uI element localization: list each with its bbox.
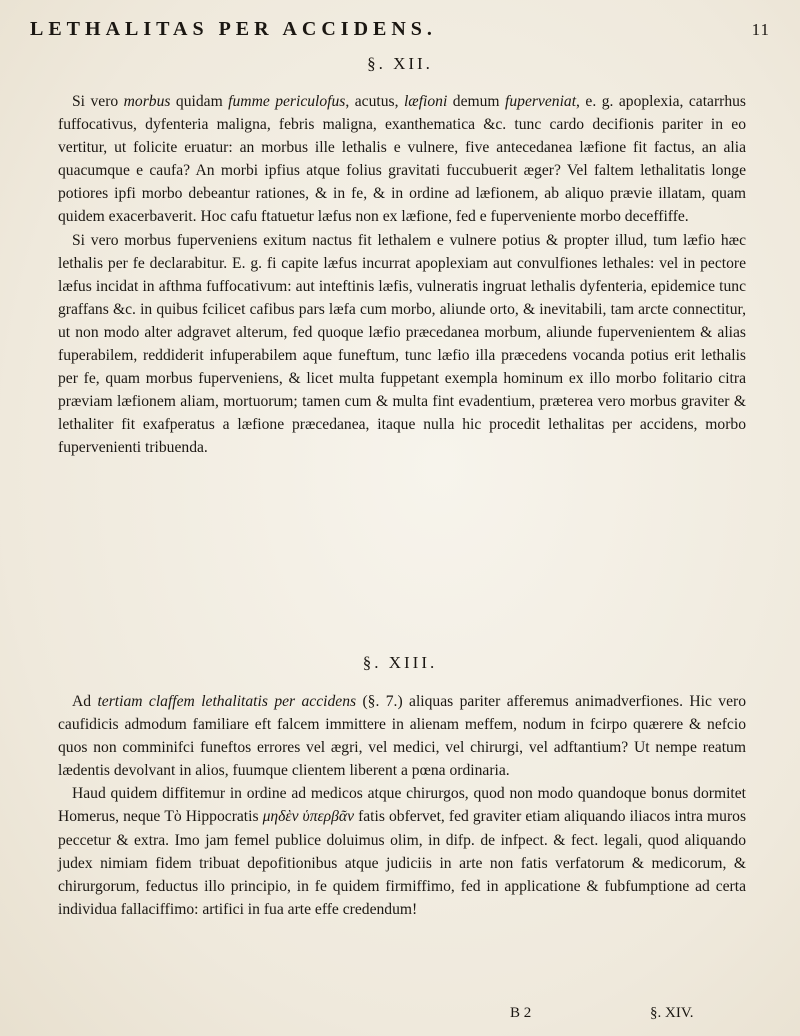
running-title: LETHALITAS PER ACCIDENS. [30, 18, 437, 40]
italic-run: μηδὲν ὑπερβᾶν [262, 808, 355, 826]
text-run: Ad [72, 693, 98, 710]
text-run: , acutus, [345, 93, 404, 110]
italic-run: fumme periculofus [228, 93, 346, 110]
catchword: §. XIV. [650, 1005, 694, 1021]
text-run: Si vero [72, 93, 124, 110]
text-run: , e. g. apoplexia, catarrhus fuffocativus, dyfenteria maligna, febris maligna, exanthematica &c. tunc cardo decifionis pariter in eo vertitur, ut folicite eruatur: an morbus ille lethalis e vulnere, five antecedanea læfione fit factus, an alia quacumque e caufa? An morbi ipfius atque folius gravitati fuccubuerit æger? Vel faltem lethalitatis longe potiores ipfi morbo debeantur rationes, & in fe, & in ordine ad læfionem, ab aliquo prævie illatam, quam quidem exacerbaverit. Hoc cafu ftatuetur læfus non ex læfione, fed e fuperveniente morbo deceffiffe. [58, 93, 746, 226]
text-run: demum [447, 93, 506, 110]
paragraph: Si vero morbus fuperveniens exitum nactus fit lethalem e vulnere potius & propter illud, tum læfio hæc lethalis per fe declarabitur. E. g. fi capite læfus incurrat apoplexiam aut convulfiones lethales: vel in pectore læfus incidat in afthma fuffocativum: aut inteftinis læfis, vulneratis ingruat lethalis dyfenteria, epidemice tunc graffans &c. in quibus fcilicet cafibus pars læfa cum morbo, aliunde orto, & inevitabili, tam arcte connectitur, ut non modo alter adgravet alterum, fed quoque læfio præcedanea morbum, aliunde fupervenientem & alias fuperabilem, reddiderit infuperabilem aque funeftum, tunc læfio illa præcedens vocanda potius erit lethalis per fe, quam morbus fuperveniens, & licet multa fuppetant exempla hominum ex illo morbo folitario citra præviam læfionem aliam, mortuorum; tamen cum & multa fint evadentium, præterea vero morbus graviter & lethaliter fit exafperatus a læfione præcedanea, itaque nulla hic procedit lethalitas per accidens, morbo fupervenienti tribuenda. [58, 231, 746, 457]
section-12-body [58, 90, 746, 460]
italic-run: tertiam claffem lethalitatis per accidens [97, 693, 357, 710]
text-run: (§. 7.) aliquas pariter afferemus animadverfiones. Hic vero caufidicis admodum familiare eft falcem immittere in alienam meffem, nodum in fcirpo quærere & nefcio quos non comminifci funeftos errores vel ægri, vel medici, vel chirurgi, vel adftantium? Ut nempe reatum lædentis devolvant in alios, fuumque clientem liberent a pœna ordinaria. [58, 693, 746, 780]
signature-mark: B 2 [510, 1005, 532, 1021]
italic-run: læfioni [403, 93, 448, 110]
text-run: Haud quidem diffitemur in ordine ad medicos atque chirurgos, quod non modo quandoque bonus dormitet Homerus, neque Τὸ Hippocratis [58, 785, 746, 826]
paragraph [58, 690, 746, 782]
paragraph [58, 90, 746, 229]
section-heading-12: §. XII. [367, 54, 433, 73]
running-header [30, 18, 770, 41]
text-run: fatis obfervet, fed graviter etiam aliquando iliacos intra muros peccetur & extra. Imo jam femel publice doluimus olim, in difp. de infpect. & fect. legali, quod aliquando judex nimiam fidem tribuat depofitionibus atque judiciis in arte non fatis verfatorum & medicorum, & chirurgorum, feductus illo principio, in fe quidem firmiffimo, fed in applicatione & fubfumptione ad certa individua fallaciffimo: artifici in fua arte effe credendum! [58, 808, 747, 918]
italic-run: morbus [123, 93, 171, 110]
page-number: 11 [751, 20, 770, 39]
text-run: quidam [170, 93, 229, 110]
italic-run: fuperveniat [505, 93, 577, 110]
section-13-body [58, 690, 746, 921]
paragraph [58, 782, 746, 921]
section-heading-13: §. XIII. [362, 653, 438, 672]
